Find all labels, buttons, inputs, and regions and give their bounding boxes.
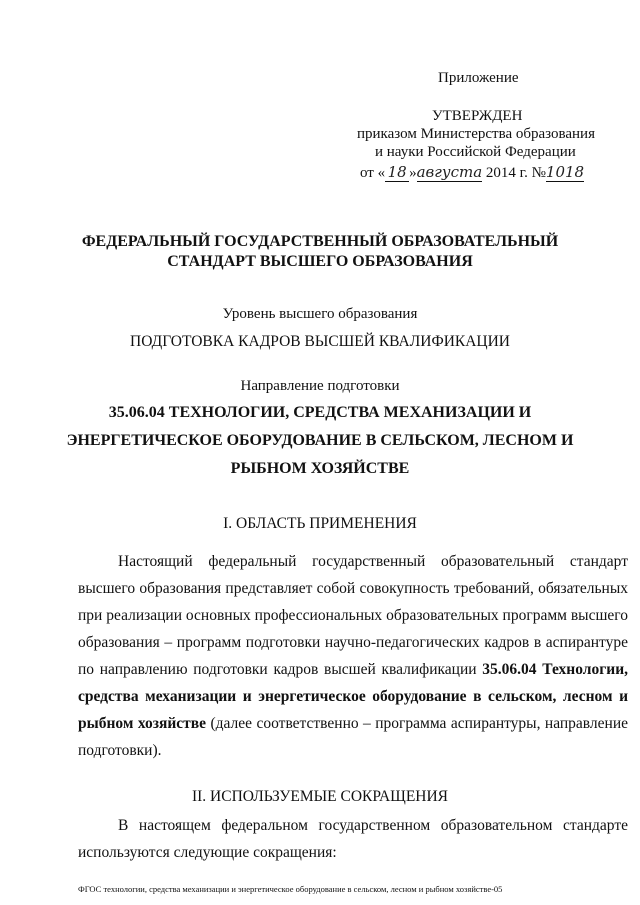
section-2-heading: II. ИСПОЛЬЗУЕМЫЕ СОКРАЩЕНИЯ <box>191 788 449 805</box>
direction-line-2: ЭНЕРГЕТИЧЕСКОЕ ОБОРУДОВАНИЕ В СЕЛЬСКОМ, ЛЕСНОМ И <box>66 432 574 449</box>
standard-title-line-2: СТАНДАРТ ВЫСШЕГО ОБРАЗОВАНИЯ <box>167 253 473 270</box>
page-footer: ФГОС технологии, средства механизации и энергетическое оборудование в сельском, лесном и рыбном хозяйстве-05 <box>78 884 503 894</box>
standard-title-line-1: ФЕДЕРАЛЬНЫЙ ГОСУДАРСТВЕННЫЙ ОБРАЗОВАТЕЛЬНЫЙ <box>81 233 559 250</box>
level-label: Уровень высшего образования <box>222 306 418 322</box>
direction-label: Направление подготовки <box>240 378 400 394</box>
date-day: 18 <box>385 163 409 182</box>
direction-line-3: РЫБНОМ ХОЗЯЙСТВЕ <box>230 460 410 477</box>
date-mid: » <box>409 165 417 181</box>
section-1-paragraph <box>78 548 628 764</box>
date-prefix: от « <box>360 165 386 181</box>
level-value: ПОДГОТОВКА КАДРОВ ВЫСШЕЙ КВАЛИФИКАЦИИ <box>130 333 510 350</box>
order-date-line <box>360 163 584 182</box>
section-1-heading: I. ОБЛАСТЬ ПРИМЕНЕНИЯ <box>223 515 417 532</box>
section-1-text-bold: 35.06.04 Технологии, средства механизации и энергетическое оборудование в сельском, лесном и рыбном хозяйстве <box>78 661 629 732</box>
section-2-paragraph: В настоящем федеральном государственном образовательном стандарте используются следующие сокращения: <box>78 817 628 861</box>
appendix-label: Приложение <box>438 70 519 86</box>
order-line-2: и науки Российской Федерации <box>375 144 576 160</box>
section-1-text-part-1: Настоящий федеральный государственный образовательный стандарт высшего образования представляет собой совокупность требований, обязательных при реализации основных профессиональных образовательных программ высшего образования – программ подготовки научно-педагогических кадров в аспирантуре по направлению подготовки кадров высшей квалификации <box>78 553 628 678</box>
order-line-1: приказом Министерства образования <box>357 126 595 142</box>
date-year: 2014 г. № <box>485 165 546 181</box>
approved-label: УТВЕРЖДЕН <box>432 108 523 124</box>
order-number: 1018 <box>545 163 585 181</box>
direction-line-1: 35.06.04 ТЕХНОЛОГИИ, СРЕДСТВА МЕХАНИЗАЦИИ И <box>108 404 532 421</box>
section-1-text-part-2: (далее соответственно – программа аспирантуры, направление подготовки). <box>78 715 628 759</box>
date-month: августа <box>416 163 483 181</box>
